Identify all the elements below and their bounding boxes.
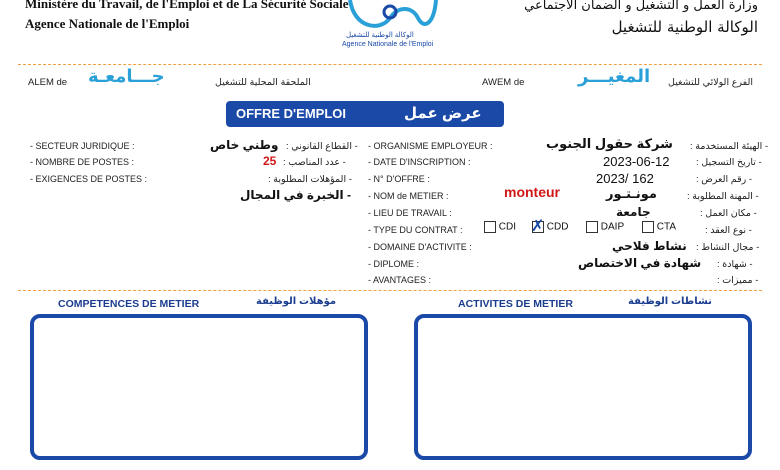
cta-label: CTA: [656, 221, 677, 233]
diplome-label-ar: - شهادة :: [717, 259, 753, 270]
banner-title-ar: عرض عمل: [404, 105, 482, 122]
metier-value-ar: مونـتـور: [606, 186, 657, 201]
cdi-label: CDI: [498, 221, 517, 233]
secteur-label-ar: - القطاع القانوني :: [286, 141, 358, 152]
cta-checkbox[interactable]: [642, 221, 654, 233]
organisme-label: - ORGANISME EMPLOYEUR :: [368, 141, 493, 151]
awem-label: AWEM de: [482, 77, 525, 88]
lieu-label: - LIEU DE TRAVAIL :: [368, 208, 452, 218]
organisme-label-ar: - الهيئة المستخدمة :: [690, 141, 769, 152]
ministry-name-fr: Ministère du Travail, de l'Emploi et de La Sécurité Sociale: [25, 0, 349, 11]
domaine-label: - DOMAINE D'ACTIVITE :: [368, 242, 472, 252]
contrat-label: - TYPE DU CONTRAT :: [368, 225, 463, 235]
agency-name-ar: الوكالة الوطنية للتشغيل: [611, 18, 758, 36]
organisme-value: شركة حقول الجنوب: [546, 136, 673, 151]
daip-label: DAIP: [600, 221, 625, 233]
competences-title-ar: مؤهلات الوظيفة: [256, 296, 337, 307]
ministry-name-ar: وزارة العمل و التشغيل و الضمان الاجتماعي: [524, 0, 758, 13]
contract-option-daip[interactable]: [586, 221, 624, 233]
secteur-label: - SECTEUR JURIDIQUE :: [30, 141, 135, 151]
agency-name-fr: Agence Nationale de l'Emploi: [25, 16, 190, 31]
domaine-label-ar: - مجال النشاط :: [696, 242, 760, 253]
activites-title-ar: نشاطات الوظيفة: [628, 296, 712, 307]
contract-option-cta[interactable]: [642, 221, 676, 233]
offer-banner: [226, 101, 504, 127]
domaine-value: نشاط فلاحي: [612, 239, 687, 253]
diplome-value: شهادة في الاختصاص: [578, 256, 702, 270]
contrat-label-ar: - نوع العقد :: [705, 225, 752, 236]
avantages-label-ar: - مميزات :: [717, 275, 759, 286]
date-label-ar: - تاريخ التسجيل :: [696, 157, 762, 168]
activites-box[interactable]: [414, 314, 752, 460]
experience-requirement: - الخبرة في المجال: [240, 188, 351, 202]
awem-value: المغيـــر: [578, 66, 651, 86]
banner-title-fr: OFFRE D'EMPLOI: [236, 106, 346, 121]
exigences-label-ar: - المؤهلات المطلوبة :: [268, 174, 352, 185]
daip-checkbox[interactable]: [586, 221, 598, 233]
offre-number-label: - N° D'OFFRE :: [368, 174, 430, 184]
alem-label: ALEM de: [28, 77, 68, 88]
lieu-value: جامعة: [616, 205, 651, 219]
postes-label: - NOMBRE DE POSTES :: [30, 157, 135, 167]
exigences-label: - EXIGENCES DE POSTES :: [30, 174, 148, 184]
postes-value: 25: [263, 154, 277, 168]
metier-label: - NOM de METIER :: [368, 191, 449, 201]
activites-title: ACTIVITES DE METIER: [458, 298, 573, 310]
logo-text-ar: الوكالة الوطنية للتشغيل: [346, 32, 414, 39]
avantages-label: - AVANTAGES :: [368, 275, 432, 285]
date-value: 2023-06-12: [603, 154, 670, 169]
metier-label-ar: - المهنة المطلوبة :: [687, 191, 759, 202]
competences-box[interactable]: [30, 314, 368, 460]
competences-title: COMPETENCES DE METIER: [58, 298, 200, 310]
alem-label-ar: الملحقة المحلية للتشغيل: [215, 77, 311, 88]
contract-option-cdd[interactable]: [531, 218, 569, 235]
date-label: - DATE D'INSCRIPTION :: [368, 157, 471, 167]
cdi-checkbox[interactable]: [484, 221, 496, 233]
diplome-label: - DIPLOME :: [368, 259, 420, 269]
postes-label-ar: - عدد المناصب :: [283, 157, 346, 168]
section-separator: [18, 290, 762, 291]
offre-number-label-ar: - رقم العرض :: [696, 174, 753, 185]
cdd-checkbox[interactable]: [531, 218, 545, 235]
offre-number-value: 2023/ 162: [596, 171, 654, 186]
alem-value: جـــامعـة: [88, 66, 165, 86]
metier-value-fr: monteur: [504, 184, 560, 200]
secteur-value: وطني خاص: [210, 138, 279, 152]
lieu-label-ar: - مكان العمل :: [700, 208, 757, 219]
cdd-label: CDD: [546, 221, 569, 233]
logo-text-fr: Agence Nationale de l'Emploi: [342, 41, 434, 48]
agency-logo: [340, 0, 440, 54]
contract-option-cdi[interactable]: [484, 221, 516, 233]
cdd-check-mark-icon: ✗: [531, 218, 545, 235]
header-separator: [18, 64, 762, 65]
awem-label-ar: الفرع الولائي للتشغيل: [668, 77, 753, 88]
agency-logo-mark: [340, 0, 440, 32]
